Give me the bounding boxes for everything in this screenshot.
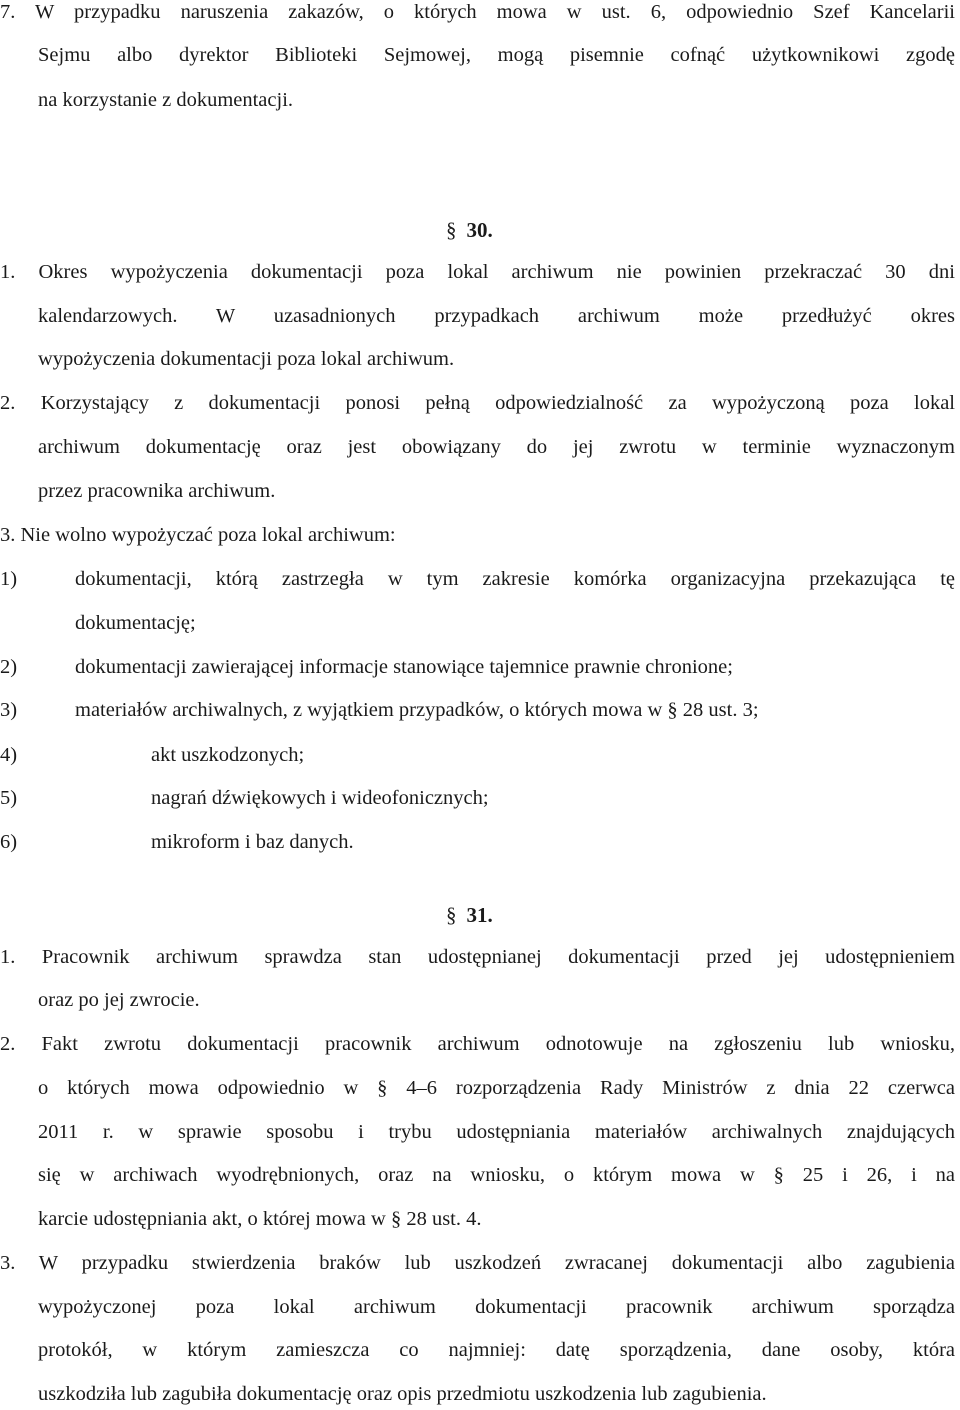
section-31-p3-line-4: uszkodziła lub zagubiła dokumentację oraz opis przedmiotu uszkodzenia lub zagubienia. [38,1383,767,1405]
paragraph-7-line-1: 7. W przypadku naruszenia zakazów, o których mowa w ust. 6, odpowiednio Szef Kancelarii [0,1,955,23]
section-31-p2-line-3: 2011 r. w sprawie sposobu i trybu udostępniania materiałów archiwalnych znajdujących [38,1121,955,1143]
list-item-text: dokumentacji, którą zastrzegła w tym zakresie komórka organizacyjna przekazująca tę [75,568,955,590]
list-item-text: dokumentacji zawierającej informacje stanowiące tajemnice prawnie chronione; [75,656,733,678]
section-31-p3-line-1: 3. W przypadku stwierdzenia braków lub uszkodzeń zwracanej dokumentacji albo zagubienia [0,1252,955,1274]
list-item-number: 5) [0,787,18,809]
paragraph-7-line-3: na korzystanie z dokumentacji. [38,89,294,111]
section-symbol: § [446,903,457,927]
list-item-number: 4) [0,744,18,766]
section-symbol: § [446,218,457,242]
section-31-p2-line-5: karcie udostępniania akt, o której mowa w § 28 ust. 4. [38,1208,482,1230]
list-item-number: 2) [0,656,18,678]
list-item-number: 3) [0,699,18,721]
list-item-text: materiałów archiwalnych, z wyjątkiem przypadków, o których mowa w § 28 ust. 3; [75,699,759,721]
list-item-text: mikroform i baz danych. [151,831,354,853]
section-31-p3-line-3: protokół, w którym zamieszcza co najmniej: datę sporządzenia, dane osoby, która [38,1339,955,1361]
list-item-number: 1) [0,568,18,590]
section-31-p3-line-2: wypożyczonej poza lokal archiwum dokumentacji pracownik archiwum sporządza [38,1296,955,1318]
section-30-p1-line-3: wypożyczenia dokumentacji poza lokal archiwum. [38,348,455,370]
section-31-p1-line-1: 1. Pracownik archiwum sprawdza stan udostępnianej dokumentacji przed jej udostępnieniem [0,946,955,968]
section-30-p2-line-1: 2. Korzystający z dokumentacji ponosi pełną odpowiedzialność za wypożyczoną poza lokal [0,392,955,414]
section-31-p2-line-1: 2. Fakt zwrotu dokumentacji pracownik archiwum odnotowuje na zgłoszeniu lub wniosku, [0,1033,955,1055]
list-item-text: akt uszkodzonych; [151,744,305,766]
section-30-p1-line-1: 1. Okres wypożyczenia dokumentacji poza lokal archiwum nie powinien przekraczać 30 dni [0,261,955,283]
section-30-p2-line-3: przez pracownika archiwum. [38,480,276,502]
section-number: 31. [466,903,493,927]
section-30-heading [446,220,493,241]
section-30-p1-line-2: kalendarzowych. W uzasadnionych przypadkach archiwum może przedłużyć okres [38,305,955,327]
section-31-p2-line-2: o których mowa odpowiednio w § 4–6 rozporządzenia Rady Ministrów z dnia 22 czerwca [38,1077,955,1099]
section-30-p2-line-2: archiwum dokumentację oraz jest obowiązany do jej zwrotu w terminie wyznaczonym [38,436,955,458]
list-item-text-continued: dokumentację; [75,612,196,634]
list-item-text: nagrań dźwiękowych i wideofonicznych; [151,787,489,809]
section-31-heading [446,905,493,926]
section-number: 30. [466,218,493,242]
list-item-number: 6) [0,831,18,853]
section-31-p2-line-4: się w archiwach wyodrębnionych, oraz na wniosku, o którym mowa w § 25 i 26, i na [38,1164,955,1186]
paragraph-7-line-2: Sejmu albo dyrektor Biblioteki Sejmowej, mogą pisemnie cofnąć użytkownikowi zgodę [38,44,955,66]
section-30-p3-intro: 3. Nie wolno wypożyczać poza lokal archiwum: [0,524,396,546]
section-31-p1-line-2: oraz po jej zwrocie. [38,989,200,1011]
